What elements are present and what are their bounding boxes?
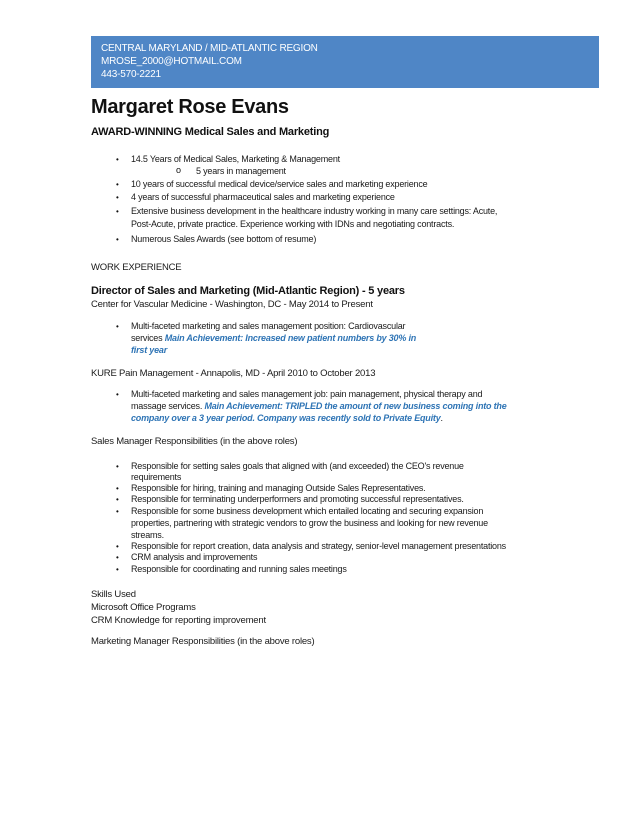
summary-item: Numerous Sales Awards (see bottom of resume) [131,234,317,244]
responsibility-item: Responsible for report creation, data analysis and strategy, senior-level management presentations [131,541,506,551]
job-duty-cont [131,345,167,355]
tagline: AWARD-WINNING Medical Sales and Marketing [91,126,330,138]
responsibility-item: Responsible for terminating underperformers and promoting successful representatives. [131,494,464,504]
phone-text: 443-570-2221 [101,69,161,80]
job-title: Director of Sales and Marketing (Mid-Atlantic Region) - 5 years [91,285,405,297]
job-duty-cont: massage services. Main Achievement: TRIPLED the amount of new business coming into the [131,401,507,411]
summary-item: 4 years of successful pharmaceutical sales and marketing experience [131,192,395,202]
responsibility-item: CRM analysis and improvements [131,552,258,562]
job-duty: Multi-faceted marketing and sales management job: pain management, physical therapy and [131,389,483,399]
achievement-text: company over a 3 year period. Company was recently sold to Private Equity [131,413,441,423]
bullet-icon: • [116,207,119,216]
bullet-icon: • [116,542,119,551]
summary-item: Extensive business development in the healthcare industry working in many care settings: Acute, [131,206,498,216]
sub-bullet-icon: o [176,165,182,175]
bullet-icon: • [116,495,119,504]
job-duty-cont: company over a 3 year period. Company was recently sold to Private Equity. [131,413,443,423]
responsibility-item-cont: properties, partnering with strategic vendors to grow the business and looking for new revenue [131,518,488,528]
section-heading-work: WORK EXPERIENCE [91,262,182,273]
job-duty-cont: services Main Achievement: Increased new patient numbers by 30% in [131,333,417,343]
summary-sub-item: 5 years in management [196,166,286,176]
bullet-icon: • [116,553,119,562]
achievement-text: Main Achievement: Increased new patient numbers by 30% in [164,333,417,343]
skill-item: CRM Knowledge for reporting improvement [91,615,266,626]
job-employer: Center for Vascular Medicine - Washington, DC - May 2014 to Present [91,299,373,310]
skill-item: Microsoft Office Programs [91,602,196,613]
bullet-icon: • [116,193,119,202]
candidate-name: Margaret Rose Evans [91,96,289,118]
summary-item: 10 years of successful medical device/service sales and marketing experience [131,179,428,189]
bullet-icon: • [116,155,119,164]
contact-header [91,36,599,88]
bullet-icon: • [116,235,119,244]
bullet-icon: • [116,462,119,471]
responsibility-item: Responsible for hiring, training and managing Outside Sales Representatives. [131,483,426,493]
bullet-icon: • [116,565,119,574]
job-employer: KURE Pain Management - Annapolis, MD - April 2010 to October 2013 [91,368,376,379]
bullet-icon: • [116,484,119,493]
responsibility-item: Responsible for setting sales goals that aligned with (and exceeded) the CEO's revenue [131,461,464,471]
responsibility-item: Responsible for some business development which entailed locating and securing expansion [131,506,484,516]
achievement-text: first year [131,345,168,355]
job-duty: Multi-faceted marketing and sales management position: Cardiovascular [131,321,406,331]
achievement-text: Main Achievement: TRIPLED the amount of new business coming into the [204,401,507,411]
responsibility-item-cont: requirements [131,472,182,482]
region-text: CENTRAL MARYLAND / MID-ATLANTIC REGION [101,43,318,54]
sales-manager-heading: Sales Manager Responsibilities (in the above roles) [91,436,298,447]
marketing-manager-heading: Marketing Manager Responsibilities (in the above roles) [91,636,315,647]
responsibility-item: Responsible for coordinating and running sales meetings [131,564,347,574]
email-text: MROSE_2000@HOTMAIL.COM [101,56,242,67]
bullet-icon: • [116,322,119,331]
bullet-icon: • [116,390,119,399]
summary-item-cont: Post-Acute, private practice. Experience working with IDNs and negotiating contracts. [131,219,455,229]
bullet-icon: • [116,180,119,189]
summary-item: 14.5 Years of Medical Sales, Marketing & Management [131,154,340,164]
responsibility-item-cont: streams. [131,530,164,540]
bullet-icon: • [116,507,119,516]
skills-heading: Skills Used [91,589,136,600]
